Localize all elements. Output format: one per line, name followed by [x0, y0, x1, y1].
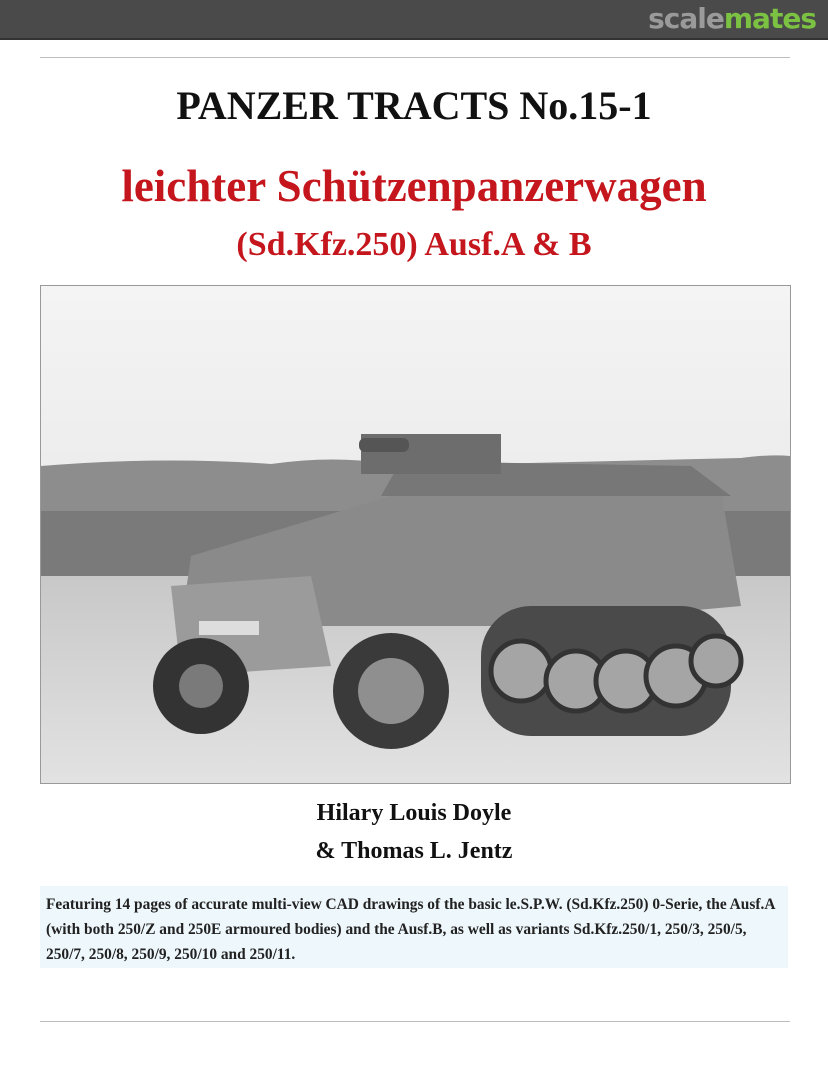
author-1: Hilary Louis Doyle	[316, 800, 512, 826]
book-subtitle: (Sd.Kfz.250) Ausf.A & B	[236, 226, 592, 263]
cover-blurb: Featuring 14 pages of accurate multi-view CAD drawings of the basic le.S.P.W. (Sd.Kfz.250) 0-Serie, the Ausf.A (with both 250/Z and 250E armoured bodies) and the Ausf.B, as well as variants Sd.Kfz.250/1, 250/3, 250/5, 250/7, 250/8, 250/9, 250/10 and 250/11.	[40, 886, 788, 968]
series-title: PANZER TRACTS No.15-1	[176, 83, 652, 128]
bottom-divider	[40, 1021, 790, 1022]
book-title: leichter Schützenpanzerwagen	[121, 161, 707, 211]
top-divider	[40, 57, 790, 58]
site-header	[0, 0, 828, 40]
author-2: & Thomas L. Jentz	[315, 838, 513, 864]
scalemates-logo[interactable]: scalemates	[648, 2, 816, 35]
cover-photo	[40, 285, 791, 784]
